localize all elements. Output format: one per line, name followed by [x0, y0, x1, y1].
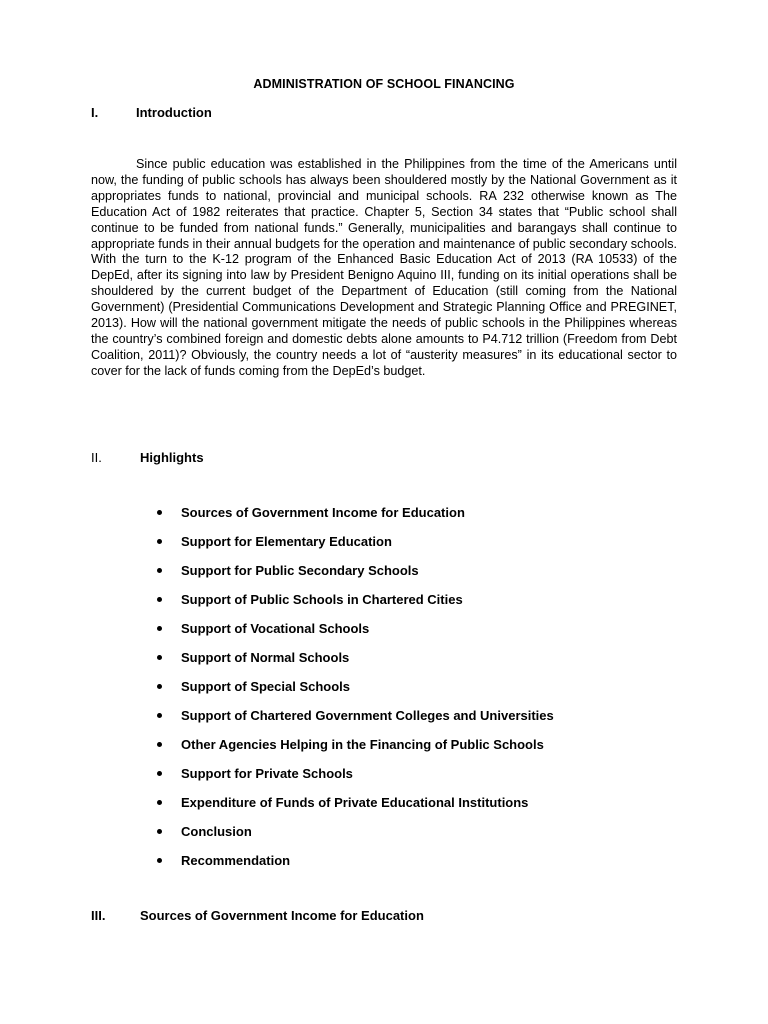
bullet-icon: [157, 510, 162, 515]
list-item-label: Expenditure of Funds of Private Educational Institutions: [181, 795, 529, 810]
section-number: II.: [91, 450, 102, 465]
bullet-icon: [157, 829, 162, 834]
bullet-icon: [157, 568, 162, 573]
bullet-icon: [157, 771, 162, 776]
list-item-label: Recommendation: [181, 853, 291, 868]
bullet-icon: [157, 713, 162, 718]
list-item-label: Support of Public Schools in Chartered Cities: [181, 592, 463, 607]
bullet-icon: [157, 684, 162, 689]
bullet-icon: [157, 597, 162, 602]
list-item-label: Support of Normal Schools: [181, 650, 350, 665]
list-item-label: Support of Special Schools: [181, 679, 351, 694]
document-title: ADMINISTRATION OF SCHOOL FINANCING: [253, 77, 515, 91]
list-item-label: Support of Vocational Schools: [181, 621, 370, 636]
bullet-icon: [157, 655, 162, 660]
bullet-icon: [157, 626, 162, 631]
list-item-label: Support for Public Secondary Schools: [181, 563, 419, 578]
bullet-icon: [157, 800, 162, 805]
list-item-label: Support for Private Schools: [181, 766, 353, 781]
section-number: III.: [91, 908, 106, 923]
bullet-icon: [157, 539, 162, 544]
section-number: I.: [91, 105, 99, 120]
bullet-icon: [157, 742, 162, 747]
list-item-label: Sources of Government Income for Education: [181, 505, 465, 520]
bullet-icon: [157, 858, 162, 863]
section-title: Highlights: [140, 450, 204, 465]
list-item-label: Support of Chartered Government Colleges and Universities: [181, 708, 554, 723]
list-item-label: Other Agencies Helping in the Financing of Public Schools: [181, 737, 544, 752]
list-item-label: Conclusion: [181, 824, 252, 839]
section-title: Sources of Government Income for Education: [140, 908, 424, 923]
section-title: Introduction: [136, 105, 212, 120]
list-item-label: Support for Elementary Education: [181, 534, 392, 549]
introduction-paragraph: Since public education was established in the Philippines from the time of the Americans until now, the funding of public schools has always been shouldered mostly by the National Government as it appropriates funds to national, provincial and municipal schools. RA 232 otherwise known as The Education Act of 1982 reiterates that practice. Chapter 5, Section 34 states that “Public school shall continue to be funded from national funds.” Generally, municipalities and barangays shall continue to appropriate funds in their annual budgets for the operation and maintenance of public secondary schools. With the turn to the K-12 program of the Enhanced Basic Education Act of 2013 (RA 10533) of the DepEd, after its signing into law by President Benigno Aquino III, funding on its initial operations shall be shouldered by the current budget of the Department of Education (still coming from the National Government) (Presidential Communications Development and Strategic Planning Office and PREGINET, 2013). How will the national government mitigate the needs of public schools in the Philippines whereas the country’s combined foreign and domestic debts alone amounts to P4.712 trillion (Freedom from Debt Coalition, 2011)? Obviously, the country needs a lot of “austerity measures” in its educational sector to cover for the lack of funds coming from the DepEd’s budget.: [91, 157, 677, 378]
